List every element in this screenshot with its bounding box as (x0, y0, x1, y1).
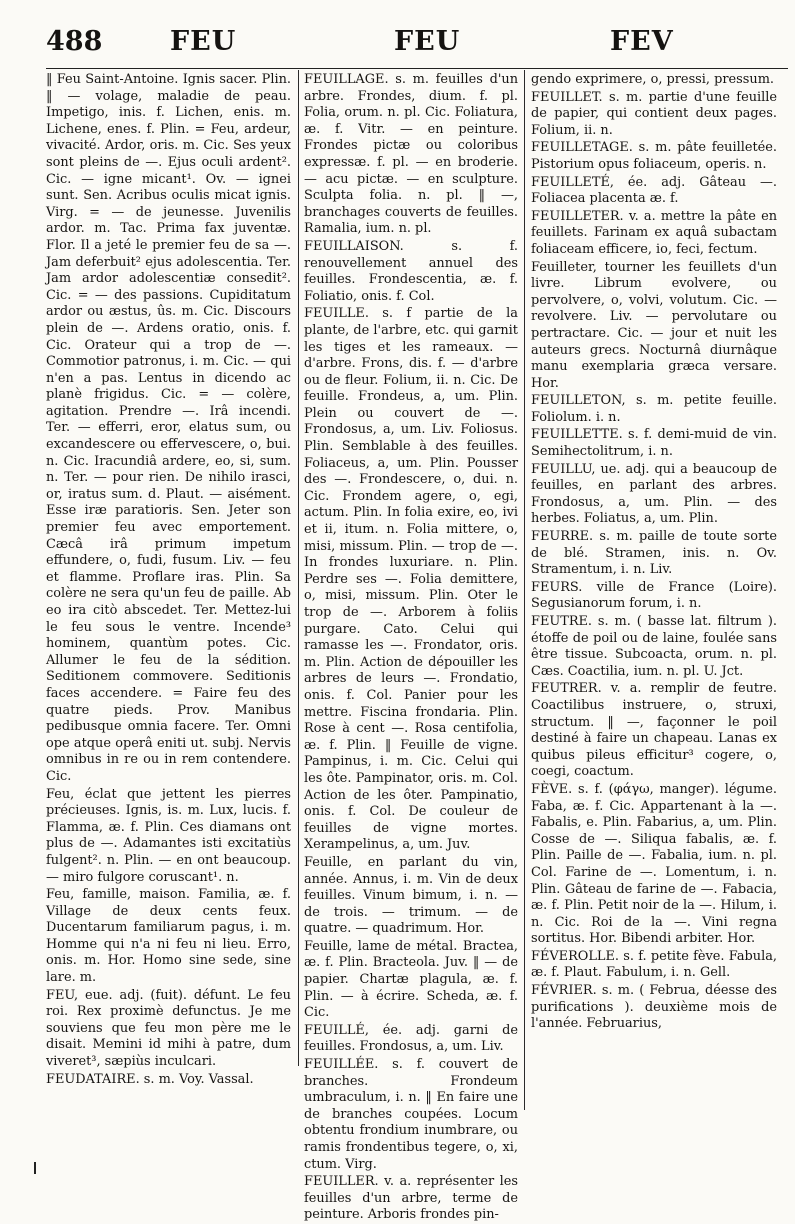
entry-feuillu: FEUILLU, ue. adj. qui a beaucoup de feuilles, en parlant des arbres. Frondosus, a, um. Plin. — des herbes. Foliatus, a, um. Plin. (531, 461, 777, 527)
entry-fevrier: FÉVRIER. s. m. ( Februa, déesse des purifications ). deuxième mois de l'année. Februarius, (531, 983, 777, 1032)
entry-feutrer: FEUTRER. v. a. remplir de feutre. Coactilibus instruere, o, struxi, structum. ‖ —, façonner le poil destiné à faire un chapeau. Lanas ex quibus pileus efficitur³ cogere, o, coegi, coactum. (531, 681, 777, 780)
entry-feuille-adj: FEUILLÉ, ée. adj. garni de feuilles. Frondosus, a, um. Liv. (304, 1022, 518, 1055)
entry-feuiller: FEUILLER. v. a. représenter les feuilles d'un arbre, terme de peinture. Arboris frondes pin- (304, 1174, 518, 1223)
entry-feuille-metal: Feuille, lame de métal. Bractea, æ. f. Plin. Bracteola. Juv. ‖ — de papier. Chartæ plagula, æ. f. Plin. — à écrire. Scheda, æ. f. Cic. (304, 938, 518, 1021)
entry-feu-adj: FEU, eue. adj. (fuit). défunt. Le feu roi. Rex proximè defunctus. Je me souviens que feu mon père me le disait. Memini id mihi à patre, dum viveret³, sæpiùs inculcari. (46, 987, 291, 1070)
running-head-right: FEV (610, 26, 674, 57)
entry-feuillette: FEUILLETTE. s. f. demi-muid de vin. Semihectolitrum, i. n. (531, 427, 777, 460)
entry-feuilletage: FEUILLETAGE. s. m. pâte feuilletée. Pistorium opus foliaceum, operis. n. (531, 140, 777, 172)
column-3 (531, 72, 777, 1112)
entry-feu-eclat: Feu, éclat que jettent les pierres précieuses. Ignis, is. m. Lux, lucis. f. Flamma, æ. f. Plin. Ces diamans ont plus de —. Adamantes isti excitatiùs fulgent². n. Plin. — en ont beaucoup. — miro fulgore coruscant¹. n. (46, 786, 291, 885)
running-head-center: FEU (394, 26, 461, 57)
entry-feuillaison: FEUILLAISON. s. f. renouvellement annuel des feuilles. Frondescentia, æ. f. Foliatio, onis. f. Col. (304, 238, 518, 304)
column-2 (304, 72, 518, 1223)
entry-feuillee: FEUILLÉE. s. f. couvert de branches. Frondeum umbraculum, i. n. ‖ En faire une de branches coupées. Locum obtentu frondium inumbrare, ou ramis frondentibus tegere, o, xi, ctum. Virg. (304, 1057, 518, 1172)
entry-feuillete: FEUILLETÉ, ée. adj. Gâteau —. Foliacea placenta æ. f. (531, 174, 777, 207)
column-1 (46, 72, 291, 1112)
entry-feverolle: FÉVEROLLE. s. f. petite fève. Fabula, æ. f. Plaut. Fabulum, i. n. Gell. (531, 948, 777, 981)
header-rule (46, 68, 788, 69)
entry-feutre: FEUTRE. s. m. ( basse lat. filtrum ). étoffe de poil ou de laine, foulée sans être tissue. Subcoacta, orum. n. pl. Cæs. Coactilia, ium. n. pl. U. Jct. (531, 614, 777, 679)
entry-continuation: gendo exprimere, o, pressi, pressum. (531, 72, 775, 87)
entry-feudataire: FEUDATAIRE. s. m. Voy. Vassal. (46, 1071, 254, 1087)
column-divider-1 (298, 70, 299, 1066)
entry-feu-saint-antoine: ‖ Feu Saint-Antoine. Ignis sacer. Plin. ‖ — volage, maladie de peau. Impetigo, inis. f. Lichen, enis. m. Lichene, enes. f. Plin. = Feu, ardeur, vivacité. Ardor, oris. m. Cic. Ses yeux sont pleins de —. Ejus oculi ardent². Cic. — igne micant¹. Ov. — ignei sunt. Sen. Acribus oculis micat ignis. Virg. = — de jeunesse. Juvenilis ardor. m. Tac. Prima fax juventæ. Flor. Il a jeté le premier feu de sa —. Jam deferbuit² ejus adolescentia. Ter. Jam ardor adolescentiæ consedit². Cic. = — des passions. Cupiditatum ardor ou æstus, ûs. m. Cic. Discours plein de —. Ardens oratio, onis. f. Cic. Orateur qui a trop de —. Commotior patronus, i. m. Cic. — qui n'en a pas. Lentus in dicendo ac planè frigidus. Cic. = — colère, agitation. Prendre —. Irâ incendi. Ter. — efferri, eror, elatus sum, ou excandescere ou effervescere, o, bui. n. Cic. Iracundiâ ardere, eo, si, sum. n. Ter. — pour rien. De nihilo irasci, or, iratus sum. d. Plaut. — aisément. Esse iræ paratioris. Sen. Jeter son premier feu avec emportement. Cæcâ irâ primum impetum effundere, o, fudi, fusum. Liv. — feu et flamme. Proflare iras. Plin. Sa colère ne sera qu'un feu de paille. Ab eo ira citò abscedet. Ter. Mettez-lui le feu sous le ventre. Incende³ hominem, quantùm potes. Cic. Allumer le feu de la sédition. Seditionem commovere. Seditionis faces accendere. = Faire feu des quatre pieds. Prov. Manibus pedibusque omnia facere. Ter. Omni ope atque operâ eniti ut. subj. Nervis omnibus in re ou in rem contendere. Cic. (46, 72, 291, 784)
entry-feuillet: FEUILLET. s. m. partie d'une feuille de papier, qui contient deux pages. Folium, ii. n. (531, 89, 777, 138)
column-divider-2 (524, 70, 525, 1110)
entry-feurs: FEURS. ville de France (Loire). Segusianorum forum, i. n. (531, 579, 777, 612)
entry-feuillage: FEUILLAGE. s. m. feuilles d'un arbre. Frondes, dium. f. pl. Folia, orum. n. pl. Cic. Foliatura, æ. f. Vitr. — en peinture. Frondes pictæ ou coloribus expressæ. f. pl. — en broderie. — acu pictæ. — en sculpture. Sculpta folia. n. pl. ‖ —, branchages couverts de feuilles. Ramalia, ium. n. pl. (304, 72, 518, 237)
entry-feve: FÈVE. s. f. (φάγω, manger). légume. Faba, æ. f. Cic. Appartenant à la —. Fabalis, e. Plin. Fabarius, a, um. Plin. Cosse de —. Siliqua fabalis, æ. f. Plin. Paille de —. Fabalia, ium. n. pl. Col. Farine de —. Lomentum, i. n. Plin. Gâteau de farine de —. Fabacia, æ. f. Plin. Petit noir de la —. Hilum, i. n. Cic. Roi de la —. Vini regna sortitus. Hor. Bibendi arbiter. Hor. (531, 781, 777, 947)
entry-feuilleter-livre: Feuilleter, tourner les feuillets d'un livre. Librum evolvere, ou pervolvere, o, volvi, volutum. Cic. — revolvere. Liv. — pervolutare ou pertractare. Cic. — jour et nuit les auteurs grecs. Nocturnâ diurnâque manu exemplaria græca versare. Hor. (531, 259, 777, 391)
entry-feuille-vin: Feuille, en parlant du vin, année. Annus, i. m. Vin de deux feuilles. Vinum bimum, i. n. — de trois. — trimum. — de quatre. — quadrimum. Hor. (304, 854, 518, 937)
entry-feuilleter: FEUILLETER. v. a. mettre la pâte en feuillets. Farinam ex aquâ subactam foliaceam efficere, io, feci, fectum. (531, 208, 777, 257)
page-number: 488 (46, 26, 103, 57)
entry-feuille: FEUILLE. s. f partie de la plante, de l'arbre, etc. qui garnit les tiges et les rameaux. — d'arbre. Frons, dis. f. — d'arbre ou de fleur. Folium, ii. n. Cic. De feuille. Frondeus, a, um. Plin. Plein ou couvert de —. Frondosus, a, um. Liv. Foliosus. Plin. Semblable à des feuilles. Foliaceus, a, um. Plin. Pousser des —. Frondescere, o, dui. n. Cic. Frondem agere, o, egi, actum. Plin. In folia exire, eo, ivi et ii, itum. n. Folia mittere, o, misi, missum. Plin. — trop de —. In frondes luxuriare. n. Plin. Perdre ses —. Folia demittere, o, misi, missum. Plin. Oter le trop de —. Arborem à foliis purgare. Cato. Celui qui ramasse les —. Frondator, oris. m. Plin. Action de dépouiller les arbres de leurs —. Frondatio, onis. f. Col. Panier pour les mettre. Fiscina frondaria. Plin. Rose à cent —. Rosa centifolia, æ. f. Plin. ‖ Feuille de vigne. Pampinus, i. m. Cic. Celui qui les ôte. Pampinator, oris. m. Col. Action de les ôter. Pampinatio, onis. f. Col. De couleur de feuilles de vigne mortes. Xerampelinus, a, um. Juv. (304, 306, 518, 853)
entry-feuilleton: FEUILLETON, s. m. petite feuille. Foliolum. i. n. (531, 393, 777, 425)
entry-feurre: FEURRE. s. m. paille de toute sorte de blé. Stramen, inis. n. Ov. Stramentum, i. n. Liv. (531, 529, 777, 578)
page-header (46, 12, 788, 68)
running-head-left: FEU (170, 26, 237, 57)
margin-mark (34, 1162, 36, 1174)
entry-feu-famille: Feu, famille, maison. Familia, æ. f. Village de deux cents feux. Ducentarum familiarum pagus, i. m. Homme qui n'a ni feu ni lieu. Erro, onis. m. Hor. Homo sine sede, sine lare. m. (46, 887, 291, 986)
